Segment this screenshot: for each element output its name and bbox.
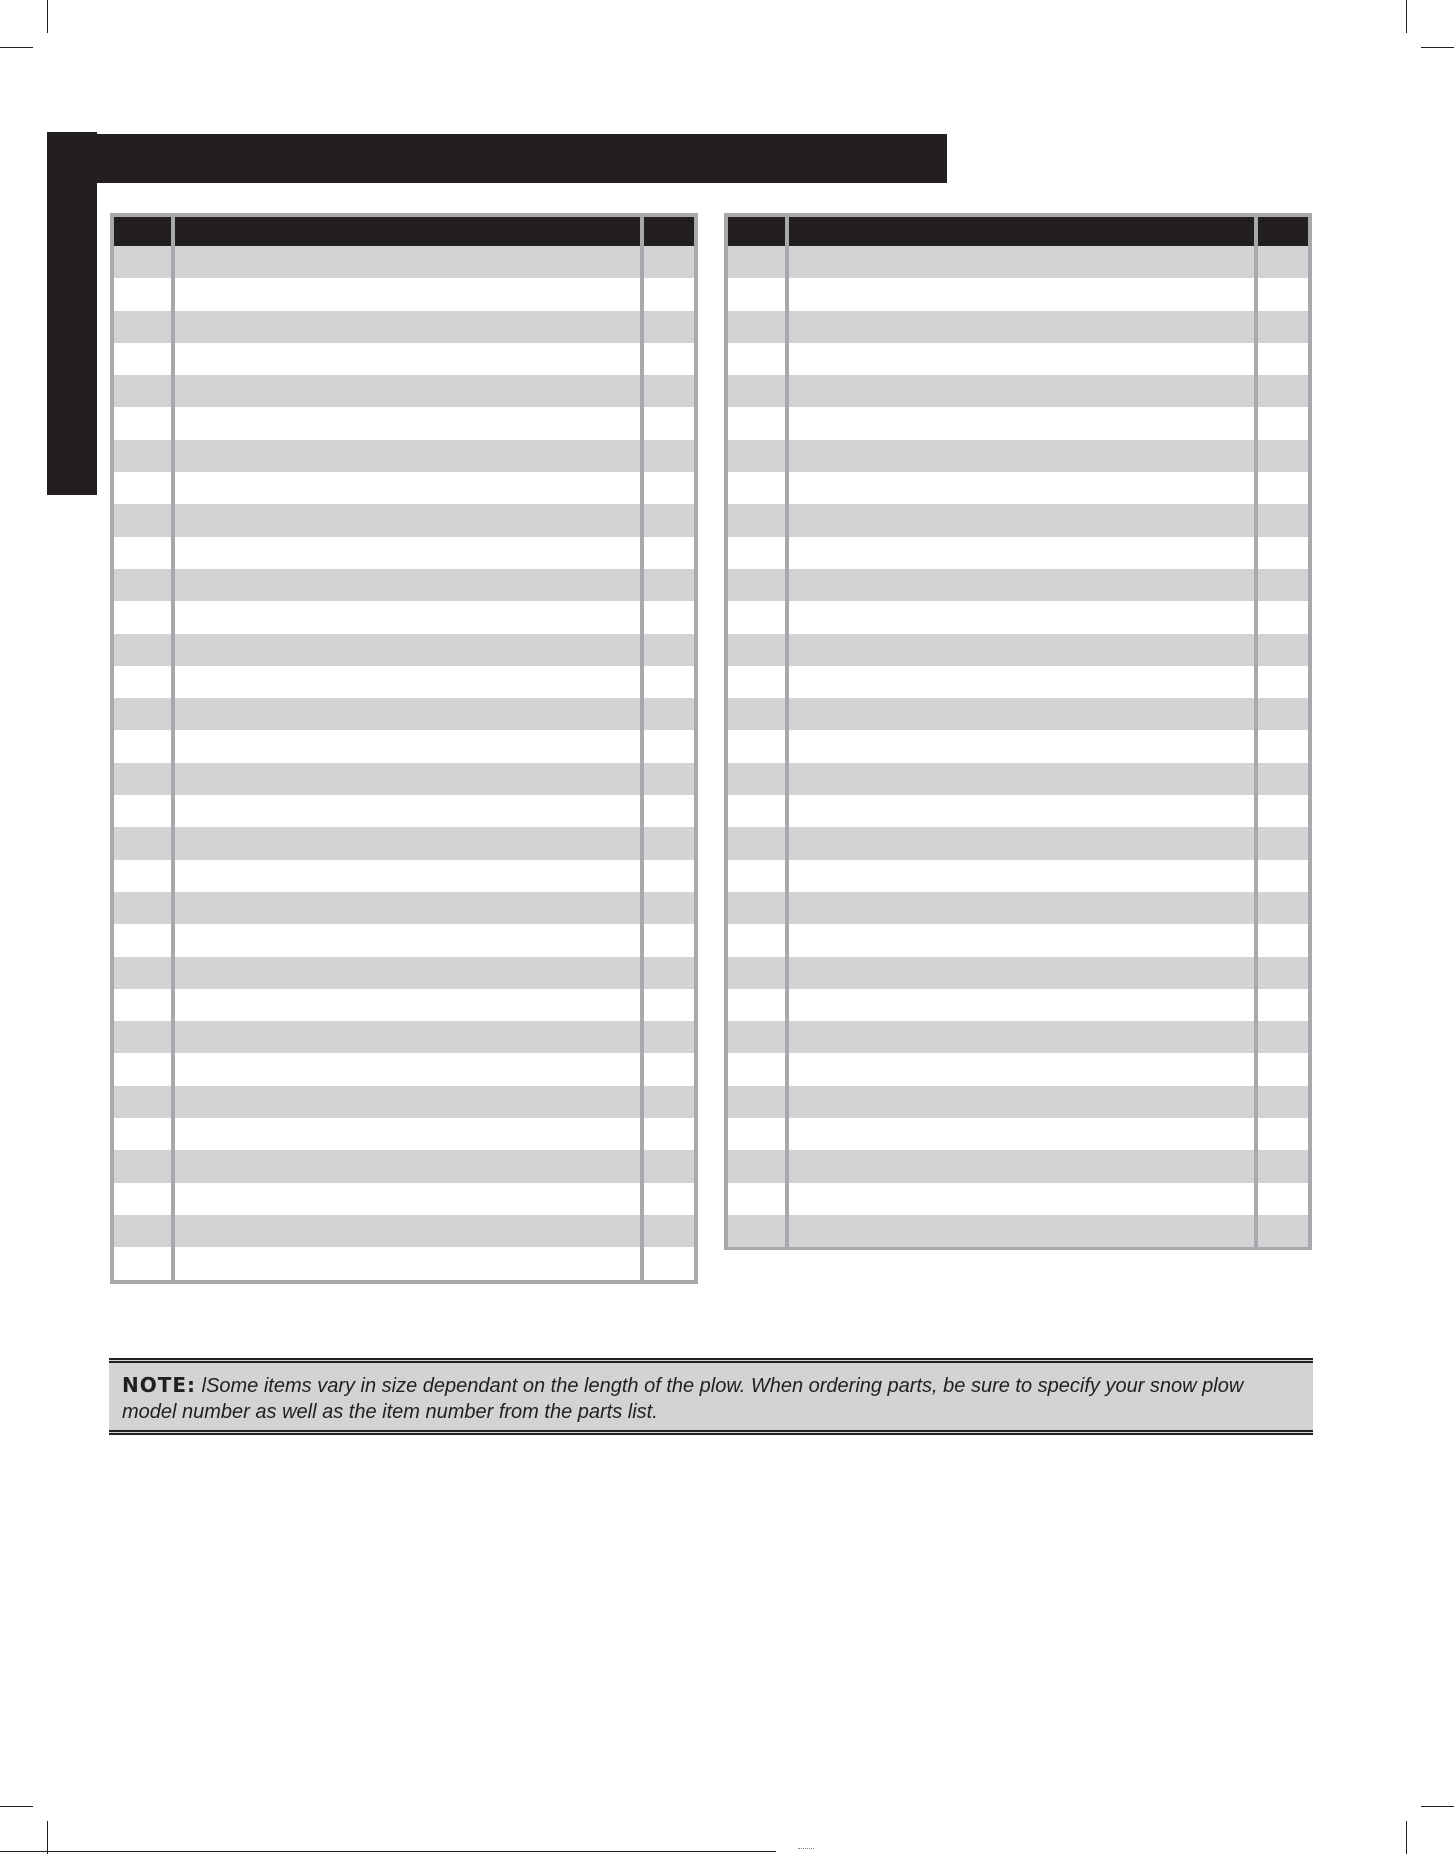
table-row [114, 375, 694, 407]
cell-item [114, 1053, 171, 1085]
table-row [114, 1215, 694, 1247]
table-row [114, 957, 694, 989]
cell-item [114, 1086, 171, 1118]
cell-description [171, 375, 640, 407]
cell-item [728, 1021, 785, 1053]
table-row [728, 827, 1308, 859]
cell-item [728, 278, 785, 310]
table-row [728, 666, 1308, 698]
cell-description [171, 827, 640, 859]
cell-item [728, 730, 785, 762]
cell-description [171, 1021, 640, 1053]
table-row [114, 440, 694, 472]
table-row [728, 1053, 1308, 1085]
cell-item [114, 1247, 171, 1279]
cell-item [114, 311, 171, 343]
cell-description [785, 957, 1254, 989]
cell-qty [640, 1086, 694, 1118]
cell-description [785, 601, 1254, 633]
cell-description [171, 666, 640, 698]
table-row [114, 989, 694, 1021]
cell-description [785, 1086, 1254, 1118]
cell-description [171, 1118, 640, 1150]
cell-description [171, 537, 640, 569]
table-row [114, 827, 694, 859]
cell-qty [640, 1118, 694, 1150]
table-row [728, 795, 1308, 827]
cell-item [728, 989, 785, 1021]
table-row [728, 569, 1308, 601]
footer-rule [0, 1851, 776, 1852]
cell-item [114, 763, 171, 795]
table-row [728, 1183, 1308, 1215]
cell-qty [640, 1183, 694, 1215]
cell-qty [1254, 763, 1308, 795]
cell-qty [1254, 860, 1308, 892]
cell-qty [1254, 278, 1308, 310]
cell-item [114, 1150, 171, 1182]
cell-description [785, 537, 1254, 569]
cell-qty [1254, 892, 1308, 924]
cell-item [728, 504, 785, 536]
cell-qty [640, 504, 694, 536]
table-row [728, 924, 1308, 956]
cell-description [171, 795, 640, 827]
table-row [114, 795, 694, 827]
cell-item [114, 730, 171, 762]
cell-qty [1254, 1150, 1308, 1182]
cell-qty [1254, 1086, 1308, 1118]
cell-description [171, 278, 640, 310]
crop-mark [47, 1821, 48, 1854]
cell-description [785, 504, 1254, 536]
cell-description [785, 827, 1254, 859]
cell-qty [1254, 375, 1308, 407]
table-row [728, 472, 1308, 504]
cell-description [171, 634, 640, 666]
cell-description [785, 375, 1254, 407]
cell-item [114, 278, 171, 310]
cell-qty [1254, 989, 1308, 1021]
cell-qty [1254, 666, 1308, 698]
note-label: NOTE: [122, 1373, 197, 1397]
parts-list-table-left [110, 213, 698, 1284]
column-header-description [785, 217, 1254, 246]
table-row [114, 407, 694, 439]
cell-qty [1254, 537, 1308, 569]
crop-mark [0, 47, 33, 48]
cell-item [114, 601, 171, 633]
cell-item [114, 246, 171, 278]
cell-item [728, 440, 785, 472]
cell-item [114, 634, 171, 666]
table-row [114, 569, 694, 601]
cell-description [171, 957, 640, 989]
cell-item [114, 860, 171, 892]
cell-qty [640, 666, 694, 698]
cell-description [171, 698, 640, 730]
cell-description [171, 407, 640, 439]
cell-description [171, 569, 640, 601]
table-row [728, 1021, 1308, 1053]
table-row [114, 278, 694, 310]
cell-qty [640, 440, 694, 472]
table-row [114, 1053, 694, 1085]
cell-description [785, 1150, 1254, 1182]
table-row [728, 504, 1308, 536]
cell-qty [1254, 634, 1308, 666]
cell-description [785, 666, 1254, 698]
cell-qty [640, 278, 694, 310]
cell-item [728, 957, 785, 989]
cell-item [728, 1215, 785, 1247]
table-row [728, 407, 1308, 439]
table-row [114, 246, 694, 278]
cell-qty [1254, 924, 1308, 956]
table-row [728, 730, 1308, 762]
table-row [728, 375, 1308, 407]
cell-item [728, 246, 785, 278]
note-content [109, 1363, 1313, 1425]
crop-mark [47, 0, 48, 33]
cell-description [171, 892, 640, 924]
cell-item [728, 311, 785, 343]
cell-description [171, 1247, 640, 1279]
table-row [114, 860, 694, 892]
cell-item [114, 375, 171, 407]
cell-qty [640, 730, 694, 762]
crop-mark [0, 1806, 33, 1807]
cell-description [785, 763, 1254, 795]
cell-item [728, 343, 785, 375]
cell-qty [1254, 440, 1308, 472]
cell-item [114, 472, 171, 504]
cell-qty [640, 1150, 694, 1182]
cell-item [114, 343, 171, 375]
cell-item [728, 827, 785, 859]
cell-description [785, 1053, 1254, 1085]
cell-qty [1254, 827, 1308, 859]
table-row [728, 957, 1308, 989]
cell-item [728, 860, 785, 892]
table-row [114, 924, 694, 956]
cell-qty [640, 407, 694, 439]
cell-qty [640, 1021, 694, 1053]
cell-qty [1254, 504, 1308, 536]
cell-description [171, 601, 640, 633]
cell-description [171, 1215, 640, 1247]
table-row [728, 343, 1308, 375]
cell-qty [1254, 601, 1308, 633]
cell-item [728, 795, 785, 827]
table-row [728, 698, 1308, 730]
cell-description [171, 989, 640, 1021]
cell-qty [1254, 472, 1308, 504]
cell-description [171, 730, 640, 762]
table-row [114, 537, 694, 569]
table-row [728, 892, 1308, 924]
cell-item [114, 440, 171, 472]
cell-description [785, 1021, 1254, 1053]
parts-list-table-right [724, 213, 1312, 1250]
table-row [728, 278, 1308, 310]
cell-item [114, 924, 171, 956]
table-row [114, 730, 694, 762]
cell-item [114, 957, 171, 989]
cell-qty [1254, 1053, 1308, 1085]
cell-qty [640, 827, 694, 859]
cell-item [114, 1215, 171, 1247]
cell-item [728, 601, 785, 633]
section-tab [47, 132, 97, 495]
cell-item [728, 666, 785, 698]
column-header-item [114, 217, 171, 246]
cell-qty [640, 924, 694, 956]
table-row [114, 601, 694, 633]
section-header-bar [47, 134, 947, 183]
cell-qty [640, 860, 694, 892]
cell-item [728, 1150, 785, 1182]
cell-description [785, 569, 1254, 601]
cell-item [728, 375, 785, 407]
cell-description [171, 1086, 640, 1118]
cell-qty [640, 601, 694, 633]
cell-description [785, 311, 1254, 343]
table-row [728, 311, 1308, 343]
cell-item [728, 924, 785, 956]
table-row [728, 1086, 1308, 1118]
cell-qty [640, 1053, 694, 1085]
table-row [114, 698, 694, 730]
cell-qty [640, 375, 694, 407]
note-box [109, 1358, 1313, 1435]
table-header-row [728, 217, 1308, 246]
cell-qty [1254, 246, 1308, 278]
cell-item [114, 827, 171, 859]
cell-qty [1254, 1215, 1308, 1247]
table-row [114, 504, 694, 536]
cell-description [785, 278, 1254, 310]
column-header-item [728, 217, 785, 246]
cell-item [728, 1086, 785, 1118]
table-row [728, 634, 1308, 666]
cell-description [785, 892, 1254, 924]
cell-description [785, 634, 1254, 666]
cell-item [114, 537, 171, 569]
cell-qty [640, 892, 694, 924]
cell-description [785, 924, 1254, 956]
cell-description [171, 311, 640, 343]
footer-mark [798, 1848, 814, 1851]
cell-item [728, 1053, 785, 1085]
cell-item [728, 892, 785, 924]
table-row [114, 763, 694, 795]
cell-item [728, 1183, 785, 1215]
cell-description [785, 246, 1254, 278]
cell-qty [1254, 957, 1308, 989]
table-row [114, 343, 694, 375]
table-row [728, 1215, 1308, 1247]
cell-qty [1254, 311, 1308, 343]
cell-item [114, 666, 171, 698]
cell-qty [640, 569, 694, 601]
table-row [114, 892, 694, 924]
cell-qty [1254, 698, 1308, 730]
cell-item [114, 1118, 171, 1150]
cell-item [728, 1118, 785, 1150]
cell-qty [1254, 407, 1308, 439]
cell-qty [640, 989, 694, 1021]
cell-item [728, 472, 785, 504]
cell-qty [1254, 569, 1308, 601]
cell-description [785, 698, 1254, 730]
table-row [728, 763, 1308, 795]
cell-qty [640, 311, 694, 343]
table-row [114, 1247, 694, 1279]
cell-description [171, 472, 640, 504]
cell-qty [640, 246, 694, 278]
cell-description [785, 407, 1254, 439]
crop-mark [1406, 1821, 1407, 1854]
crop-mark [1406, 0, 1407, 33]
crop-mark [1421, 1806, 1454, 1807]
cell-item [728, 763, 785, 795]
cell-item [114, 698, 171, 730]
cell-description [171, 1183, 640, 1215]
table-row [114, 1021, 694, 1053]
cell-qty [1254, 1118, 1308, 1150]
cell-description [171, 763, 640, 795]
column-header-qty [1254, 217, 1308, 246]
cell-description [785, 1183, 1254, 1215]
table-row [728, 537, 1308, 569]
cell-item [114, 795, 171, 827]
cell-qty [640, 537, 694, 569]
cell-description [171, 1053, 640, 1085]
table-row [728, 246, 1308, 278]
cell-qty [1254, 730, 1308, 762]
cell-description [785, 472, 1254, 504]
cell-qty [640, 472, 694, 504]
cell-description [785, 730, 1254, 762]
cell-item [114, 504, 171, 536]
table-row [114, 666, 694, 698]
cell-description [171, 343, 640, 375]
table-row [728, 601, 1308, 633]
cell-item [114, 569, 171, 601]
table-row [114, 311, 694, 343]
cell-description [785, 1118, 1254, 1150]
cell-qty [1254, 343, 1308, 375]
table-row [728, 989, 1308, 1021]
cell-description [785, 343, 1254, 375]
cell-description [171, 924, 640, 956]
table-row [114, 1086, 694, 1118]
cell-item [114, 892, 171, 924]
cell-description [171, 440, 640, 472]
cell-item [728, 569, 785, 601]
table-header-row [114, 217, 694, 246]
cell-item [114, 1183, 171, 1215]
cell-item [728, 537, 785, 569]
cell-qty [640, 698, 694, 730]
cell-qty [640, 1247, 694, 1279]
table-row [114, 472, 694, 504]
cell-description [785, 440, 1254, 472]
table-row [114, 1118, 694, 1150]
cell-description [785, 795, 1254, 827]
cell-item [728, 634, 785, 666]
cell-item [114, 989, 171, 1021]
cell-description [171, 860, 640, 892]
crop-mark [1421, 47, 1454, 48]
cell-description [171, 1150, 640, 1182]
cell-description [785, 1215, 1254, 1247]
cell-item [114, 407, 171, 439]
cell-qty [640, 1215, 694, 1247]
column-header-qty [640, 217, 694, 246]
table-row [728, 1150, 1308, 1182]
cell-qty [1254, 795, 1308, 827]
table-row [114, 1150, 694, 1182]
cell-qty [640, 763, 694, 795]
note-text: lSome items vary in size dependant on the length of the plow. When ordering parts, be sure to specify your snow plow model number as well as the item number from the parts list. [122, 1375, 1244, 1423]
table-row [728, 860, 1308, 892]
cell-description [785, 860, 1254, 892]
table-row [114, 1183, 694, 1215]
cell-description [171, 504, 640, 536]
cell-item [114, 1021, 171, 1053]
column-header-description [171, 217, 640, 246]
cell-qty [640, 634, 694, 666]
cell-description [171, 246, 640, 278]
cell-qty [640, 957, 694, 989]
table-row [728, 1118, 1308, 1150]
table-row [728, 440, 1308, 472]
cell-qty [640, 343, 694, 375]
cell-item [728, 698, 785, 730]
cell-qty [1254, 1021, 1308, 1053]
cell-qty [640, 795, 694, 827]
cell-description [785, 989, 1254, 1021]
cell-item [728, 407, 785, 439]
table-row [114, 634, 694, 666]
cell-qty [1254, 1183, 1308, 1215]
